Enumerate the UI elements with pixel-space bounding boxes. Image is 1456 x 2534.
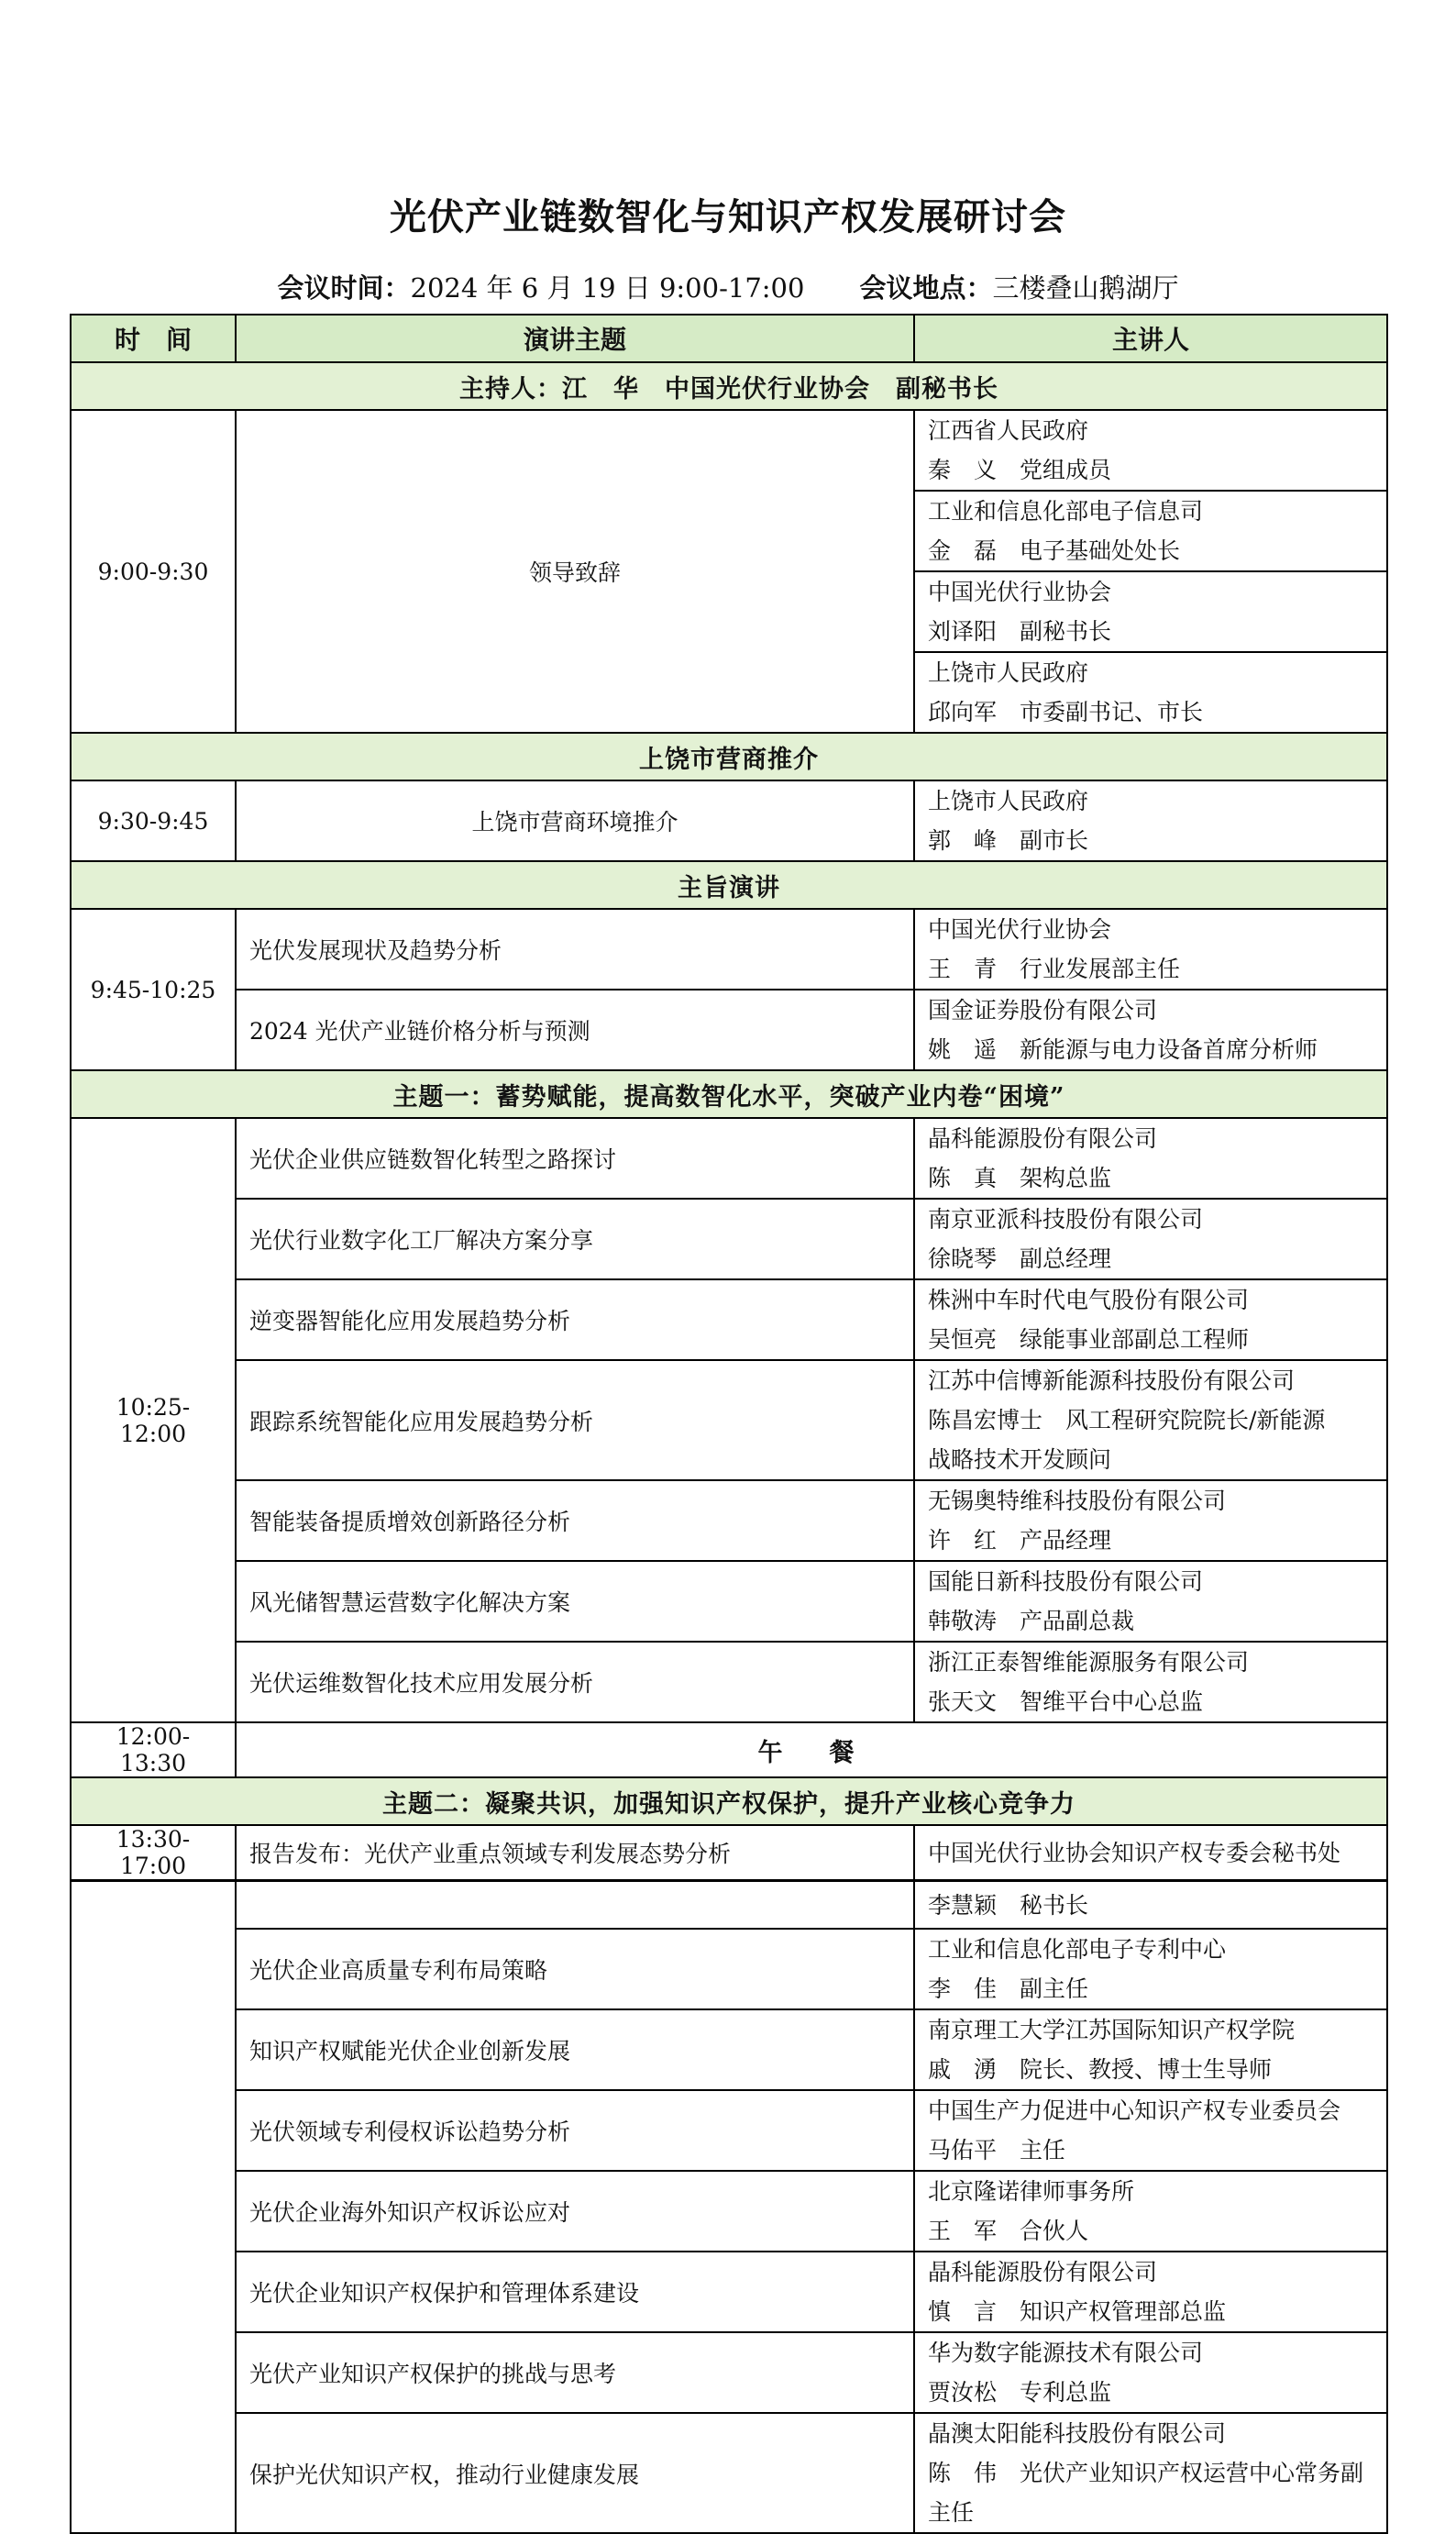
table-row xyxy=(71,1279,1387,1360)
place-label: 会议地点： xyxy=(859,272,993,304)
header-topic: 演讲主题 xyxy=(236,315,914,362)
table-row xyxy=(71,1881,1387,1929)
section-host: 主持人：江 华 中国光伏行业协会 副秘书长 xyxy=(71,362,1387,410)
time-cell: 13:30-17:00 xyxy=(71,1825,236,1880)
topic-cell: 跟踪系统智能化应用发展趋势分析 xyxy=(236,1360,914,1480)
speaker-cell: 中国光伏行业协会 刘译阳 副秘书长 xyxy=(914,571,1387,652)
section-theme1: 主题一：蓄势赋能，提高数智化水平，突破产业内卷“困境” xyxy=(71,1070,1387,1118)
speaker-cell: 国能日新科技股份有限公司 韩敬涛 产品副总裁 xyxy=(914,1561,1387,1642)
header-time: 时 间 xyxy=(71,315,236,362)
table-row xyxy=(71,990,1387,1070)
topic-cell: 风光储智慧运营数字化解决方案 xyxy=(236,1561,914,1642)
table-row xyxy=(71,2252,1387,2332)
speaker-cell: 工业和信息化部电子信息司 金 磊 电子基础处处长 xyxy=(914,491,1387,571)
table-row xyxy=(71,1561,1387,1642)
section-keynote: 主旨演讲 xyxy=(71,861,1387,909)
table-row xyxy=(71,410,1387,491)
schedule-table-continued xyxy=(70,1880,1388,2534)
speaker-cell: 中国光伏行业协会知识产权专委会秘书处 xyxy=(914,1825,1387,1880)
speaker-cell: 晶澳太阳能科技股份有限公司 陈 伟 光伏产业知识产权运营中心常务副 主任 xyxy=(914,2413,1387,2533)
table-row xyxy=(71,2171,1387,2252)
topic-cell: 光伏企业海外知识产权诉讼应对 xyxy=(236,2171,914,2252)
topic-cell: 领导致辞 xyxy=(236,410,914,733)
topic-cell: 光伏领域专利侵权诉讼趋势分析 xyxy=(236,2090,914,2171)
topic-cell xyxy=(236,1881,914,1929)
speaker-cell: 工业和信息化部电子专利中心 李 佳 副主任 xyxy=(914,1929,1387,2009)
table-row xyxy=(71,1118,1387,1199)
time-cell: 12:00-13:30 xyxy=(71,1722,236,1777)
speaker-cell: 国金证券股份有限公司 姚 遥 新能源与电力设备首席分析师 xyxy=(914,990,1387,1070)
topic-cell: 光伏产业知识产权保护的挑战与思考 xyxy=(236,2332,914,2413)
topic-cell: 光伏运维数智化技术应用发展分析 xyxy=(236,1642,914,1722)
speaker-cell: 南京亚派科技股份有限公司 徐晓琴 副总经理 xyxy=(914,1199,1387,1279)
topic-cell: 逆变器智能化应用发展趋势分析 xyxy=(236,1279,914,1360)
section-theme2: 主题二：凝聚共识，加强知识产权保护，提升产业核心竞争力 xyxy=(71,1777,1387,1825)
table-row xyxy=(71,2413,1387,2533)
topic-cell: 智能装备提质增效创新路径分析 xyxy=(236,1480,914,1561)
topic-cell: 2024 光伏产业链价格分析与预测 xyxy=(236,990,914,1070)
table-row xyxy=(71,1929,1387,2009)
table-row xyxy=(71,909,1387,990)
lunch-label: 午 餐 xyxy=(236,1722,1387,1777)
speaker-cell: 北京隆诺律师事务所 王 军 合伙人 xyxy=(914,2171,1387,2252)
topic-cell: 光伏发展现状及趋势分析 xyxy=(236,909,914,990)
section-shangrao: 上饶市营商推介 xyxy=(71,733,1387,780)
speaker-cell: 李慧颖 秘书长 xyxy=(914,1881,1387,1929)
place-value: 三楼叠山鹅湖厅 xyxy=(992,272,1179,304)
topic-cell: 保护光伏知识产权，推动行业健康发展 xyxy=(236,2413,914,2533)
lunch-row xyxy=(71,1722,1387,1777)
table-row xyxy=(71,1360,1387,1480)
topic-cell: 上饶市营商环境推介 xyxy=(236,780,914,861)
speaker-cell: 无锡奥特维科技股份有限公司 许 红 产品经理 xyxy=(914,1480,1387,1561)
speaker-cell: 南京理工大学江苏国际知识产权学院 戚 湧 院长、教授、博士生导师 xyxy=(914,2009,1387,2090)
speaker-cell: 江西省人民政府 秦 义 党组成员 xyxy=(914,410,1387,491)
topic-cell: 知识产权赋能光伏企业创新发展 xyxy=(236,2009,914,2090)
table-row xyxy=(71,1642,1387,1722)
topic-cell: 报告发布：光伏产业重点领域专利发展态势分析 xyxy=(236,1825,914,1880)
time-value: 2024 年 6 月 19 日 9:00-17:00 xyxy=(410,272,805,304)
time-cell: 10:25-12:00 xyxy=(71,1118,236,1722)
topic-cell: 光伏企业供应链数智化转型之路探讨 xyxy=(236,1118,914,1199)
table-row xyxy=(71,2009,1387,2090)
time-cell: 9:00-9:30 xyxy=(71,410,236,733)
time-cell: 9:30-9:45 xyxy=(71,780,236,861)
table-row xyxy=(71,2332,1387,2413)
table-row xyxy=(71,1825,1387,1880)
table-header xyxy=(71,315,1387,362)
speaker-cell: 中国光伏行业协会 王 青 行业发展部主任 xyxy=(914,909,1387,990)
topic-cell: 光伏企业高质量专利布局策略 xyxy=(236,1929,914,2009)
time-cell xyxy=(71,1881,236,2533)
speaker-cell: 晶科能源股份有限公司 慎 言 知识产权管理部总监 xyxy=(914,2252,1387,2332)
table-row xyxy=(71,780,1387,861)
meeting-info xyxy=(0,268,1456,305)
speaker-cell: 江苏中信博新能源科技股份有限公司 陈昌宏博士 风工程研究院院长/新能源 战略技术开发顾问 xyxy=(914,1360,1387,1480)
speaker-cell: 上饶市人民政府 邱向军 市委副书记、市长 xyxy=(914,652,1387,733)
speaker-cell: 华为数字能源技术有限公司 贾汝松 专利总监 xyxy=(914,2332,1387,2413)
topic-cell: 光伏企业知识产权保护和管理体系建设 xyxy=(236,2252,914,2332)
schedule-table xyxy=(70,314,1388,1881)
time-label: 会议时间： xyxy=(277,272,411,304)
page-title: 光伏产业链数智化与知识产权发展研讨会 xyxy=(390,195,1066,238)
header-speaker: 主讲人 xyxy=(914,315,1387,362)
time-cell: 9:45-10:25 xyxy=(71,909,236,1070)
speaker-cell: 上饶市人民政府 郭 峰 副市长 xyxy=(914,780,1387,861)
table-row xyxy=(71,1480,1387,1561)
table-row xyxy=(71,2090,1387,2171)
table-row xyxy=(71,1199,1387,1279)
speaker-cell: 浙江正泰智维能源服务有限公司 张天文 智维平台中心总监 xyxy=(914,1642,1387,1722)
speaker-cell: 中国生产力促进中心知识产权专业委员会 马佑平 主任 xyxy=(914,2090,1387,2171)
speaker-cell: 株洲中车时代电气股份有限公司 吴恒亮 绿能事业部副总工程师 xyxy=(914,1279,1387,1360)
topic-cell: 光伏行业数字化工厂解决方案分享 xyxy=(236,1199,914,1279)
speaker-cell: 晶科能源股份有限公司 陈 真 架构总监 xyxy=(914,1118,1387,1199)
